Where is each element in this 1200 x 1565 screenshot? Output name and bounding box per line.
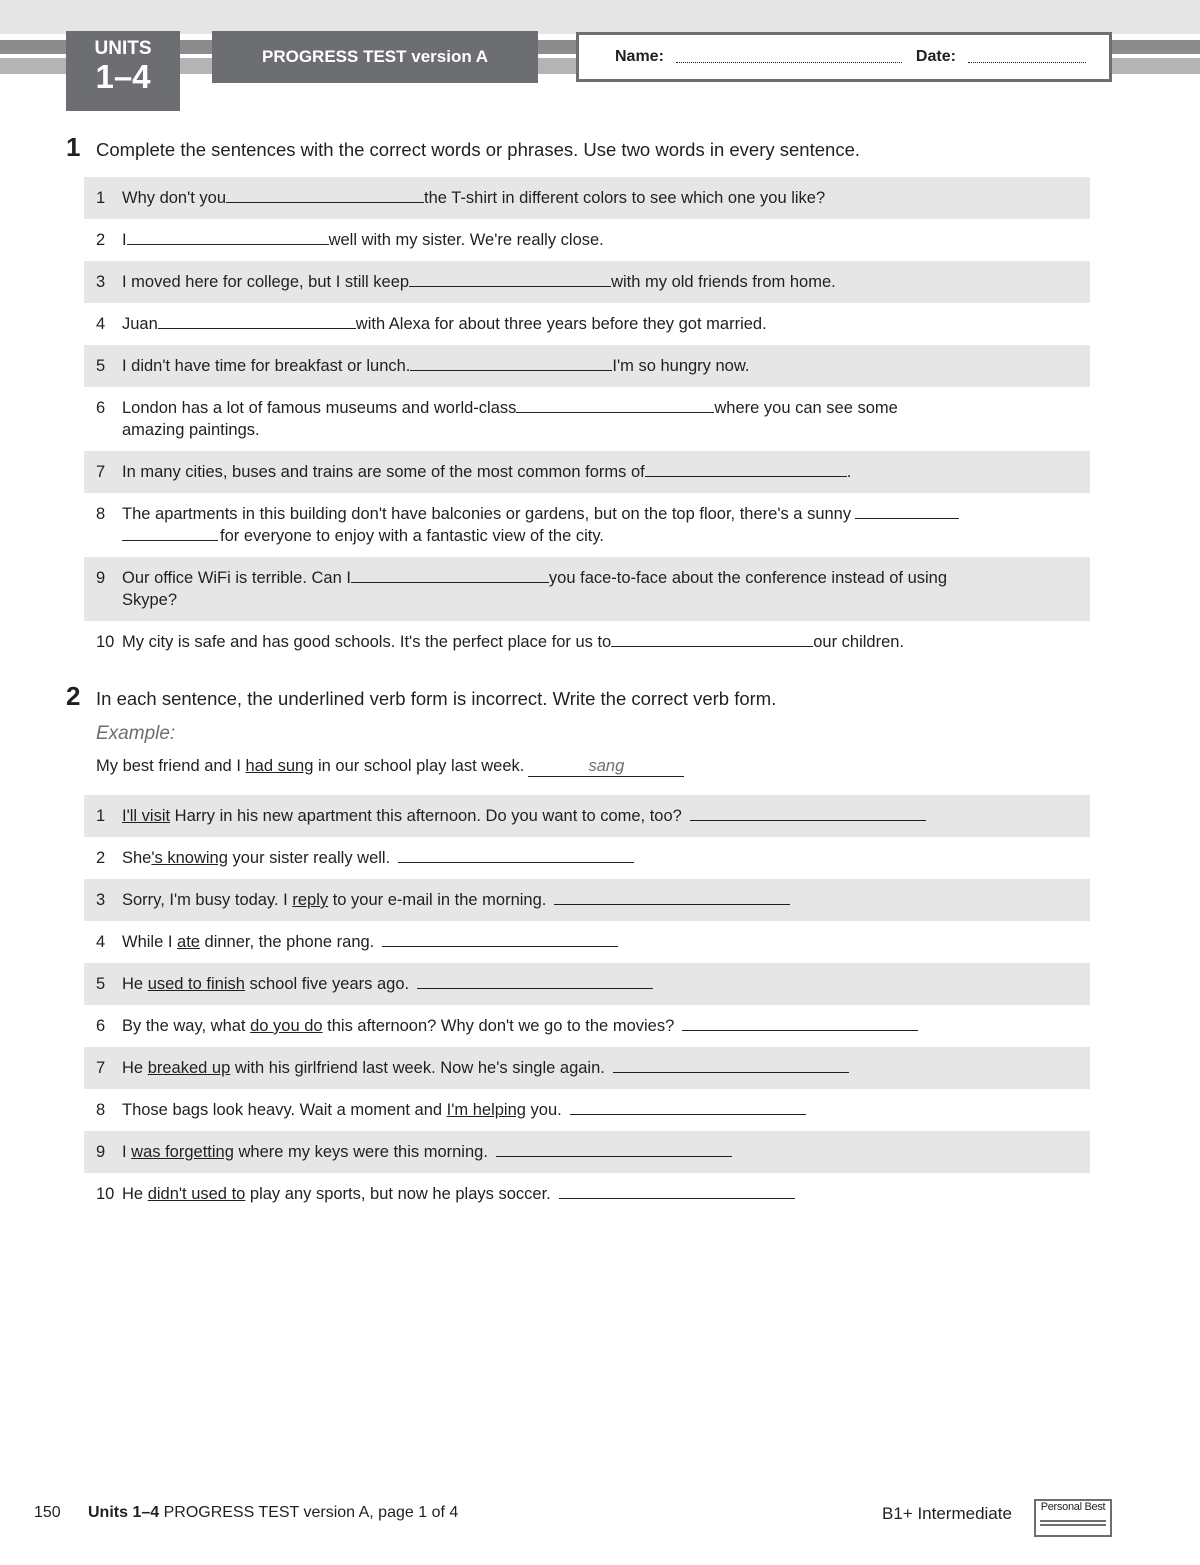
item-text-before: The apartments in this building don't have balconies or gardens, but on the top floor, there's a sunny: [122, 505, 852, 523]
answer-blank[interactable]: [158, 313, 356, 329]
answer-blank[interactable]: [409, 271, 611, 287]
item-text-before: Our office WiFi is terrible. Can I: [122, 569, 351, 587]
list-item: [84, 451, 1090, 493]
item-number: 4: [96, 933, 106, 951]
item-number: 7: [96, 463, 106, 481]
list-item: [84, 387, 1090, 451]
item-number: 3: [96, 273, 106, 291]
item-number: 2: [96, 849, 106, 867]
answer-blank[interactable]: [613, 1057, 849, 1073]
item-text-before: He: [122, 1059, 148, 1077]
underlined-verb: breaked up: [147, 1059, 231, 1077]
section-2-instruction: In each sentence, the underlined verb form is incorrect. Write the correct verb form.: [96, 688, 777, 709]
item-text-after: you.: [525, 1101, 562, 1119]
section-1-number: 1: [66, 132, 81, 162]
item-text-before: In many cities, buses and trains are some of the most common forms of: [122, 463, 645, 481]
item-number: 8: [96, 1101, 106, 1119]
item-number: 10: [96, 633, 115, 651]
answer-blank[interactable]: [559, 1183, 795, 1199]
list-item: [84, 1047, 1090, 1089]
item-text-before: By the way, what: [122, 1017, 251, 1035]
date-label: Date:: [915, 48, 956, 65]
list-item: [84, 621, 1090, 663]
item-text-after: with Alexa for about three years before they got married.: [355, 315, 767, 333]
item-text-before: Those bags look heavy. Wait a moment and: [122, 1101, 447, 1119]
item-text-after: where my keys were this morning.: [233, 1143, 488, 1161]
underlined-verb: was forgetting: [131, 1143, 234, 1161]
underlined-verb: didn't used to: [147, 1185, 246, 1203]
item-text-after: .: [846, 463, 852, 481]
page-number: 150: [34, 1504, 61, 1521]
underlined-verb: ate: [177, 933, 200, 951]
answer-blank[interactable]: [645, 461, 847, 477]
item-text-before: Why don't you: [122, 189, 227, 207]
item-text-after: the T-shirt in different colors to see which one you like?: [424, 189, 826, 207]
answer-blank[interactable]: [516, 397, 714, 413]
item-text-after: to your e-mail in the morning.: [328, 891, 547, 909]
item-number: 5: [96, 357, 106, 375]
item-text-before: While I: [122, 933, 178, 951]
item-number: 6: [96, 1017, 106, 1035]
example-before: My best friend and I: [96, 757, 246, 775]
list-item: [84, 493, 1090, 557]
list-item: [84, 795, 1090, 837]
section-1-items: [84, 177, 1090, 663]
item-number: 4: [96, 315, 106, 333]
underlined-verb: do you do: [250, 1017, 323, 1035]
item-text-before: London has a lot of famous museums and world-class: [122, 399, 517, 417]
list-item: [84, 219, 1090, 261]
section-1-instruction: Complete the sentences with the correct words or phrases. Use two words in every sentence.: [96, 139, 860, 160]
list-item: [84, 1005, 1090, 1047]
section-1-heading: [66, 132, 860, 163]
footer: [34, 1504, 458, 1522]
item-text-before: I: [122, 231, 127, 249]
item-text-after: Harry in his new apartment this afternoon. Do you want to come, too?: [170, 807, 682, 825]
item-text-after: with his girlfriend last week. Now he's single again.: [230, 1059, 605, 1077]
item-text-before: I: [122, 1143, 132, 1161]
section-2-heading: [66, 681, 776, 712]
item-number: 9: [96, 569, 106, 587]
footer-units: Units 1–4: [88, 1504, 160, 1521]
list-item: [84, 1173, 1090, 1215]
logo-text: Personal Best: [1040, 1501, 1106, 1513]
item-text-after: I'm so hungry now.: [612, 357, 750, 375]
answer-blank[interactable]: [417, 973, 653, 989]
underlined-verb: I'll visit: [122, 807, 171, 825]
name-field[interactable]: [676, 52, 902, 63]
name-label: Name:: [615, 48, 664, 65]
item-text-before: Sorry, I'm busy today. I: [122, 891, 293, 909]
answer-blank-continued[interactable]: [122, 525, 218, 541]
list-item: [84, 963, 1090, 1005]
item-text-continued-text: for everyone to enjoy with a fantastic view of the city.: [220, 527, 604, 545]
item-text-before: I moved here for college, but I still keep: [122, 273, 410, 291]
answer-blank[interactable]: [382, 931, 618, 947]
item-number: 9: [96, 1143, 106, 1161]
answer-blank[interactable]: [398, 847, 634, 863]
answer-blank[interactable]: [690, 805, 926, 821]
item-text-after: school five years ago.: [244, 975, 410, 993]
date-field[interactable]: [968, 52, 1086, 63]
answer-blank[interactable]: [127, 229, 329, 245]
answer-blank[interactable]: [226, 187, 424, 203]
example-answer: sang: [528, 757, 684, 777]
item-text-after: play any sports, but now he plays soccer.: [245, 1185, 551, 1203]
item-number: 8: [96, 505, 106, 523]
units-label: UNITS: [94, 38, 152, 59]
example-label: Example:: [96, 723, 176, 744]
top-strip: [0, 0, 1200, 34]
answer-blank[interactable]: [496, 1141, 732, 1157]
footer-title: PROGRESS TEST version A, page 1 of 4: [159, 1504, 459, 1521]
item-number: 1: [96, 189, 106, 207]
underlined-verb: 's knowing: [151, 849, 228, 867]
list-item: [84, 879, 1090, 921]
item-text-after: with my old friends from home.: [611, 273, 836, 291]
item-text-after: well with my sister. We're really close.: [328, 231, 604, 249]
item-text-before: I didn't have time for breakfast or lunch.: [122, 357, 411, 375]
section-2-number: 2: [66, 681, 81, 711]
item-number: 7: [96, 1059, 106, 1077]
answer-blank[interactable]: [855, 503, 959, 519]
item-text-before: My city is safe and has good schools. It's the perfect place for us to: [122, 633, 612, 651]
example-sentence: [96, 757, 684, 777]
underlined-verb: reply: [292, 891, 329, 909]
list-item: [84, 557, 1090, 621]
list-item: [84, 1131, 1090, 1173]
logo-stripes: [1040, 1520, 1106, 1530]
item-text-after: where you can see some: [714, 399, 898, 417]
answer-blank[interactable]: [570, 1099, 806, 1115]
underlined-verb: I'm helping: [446, 1101, 526, 1119]
test-title-text: PROGRESS TEST version A: [262, 47, 489, 66]
list-item: [84, 177, 1090, 219]
item-text-before: He: [122, 1185, 148, 1203]
item-text-continued: Skype?: [122, 591, 178, 609]
list-item: [84, 837, 1090, 879]
item-text-after: this afternoon? Why don't we go to the movies?: [322, 1017, 675, 1035]
answer-blank[interactable]: [682, 1015, 918, 1031]
item-text-after: you face-to-face about the conference instead of using: [548, 569, 948, 587]
list-item: [84, 345, 1090, 387]
item-text-after: your sister really well.: [227, 849, 391, 867]
list-item: [84, 261, 1090, 303]
list-item: [84, 921, 1090, 963]
answer-blank[interactable]: [351, 567, 549, 583]
item-text-continued: [96, 525, 1078, 547]
example-underlined: had sung: [245, 757, 314, 775]
item-number: 2: [96, 231, 106, 249]
item-number: 3: [96, 891, 106, 909]
item-text-before: He: [122, 975, 148, 993]
item-number: 6: [96, 399, 106, 417]
answer-blank[interactable]: [611, 631, 813, 647]
item-text-before: Juan: [122, 315, 158, 333]
test-title: [212, 31, 538, 83]
item-text-continued: amazing paintings.: [122, 421, 260, 439]
item-text-after: our children.: [813, 633, 905, 651]
item-number: 5: [96, 975, 106, 993]
item-number: 1: [96, 807, 106, 825]
underlined-verb: used to finish: [147, 975, 245, 993]
example-after: in our school play last week.: [313, 757, 525, 775]
units-badge: [66, 31, 180, 111]
item-text-after: dinner, the phone rang.: [199, 933, 375, 951]
list-item: [84, 1089, 1090, 1131]
list-item: [84, 303, 1090, 345]
personal-best-logo: [1034, 1499, 1112, 1537]
level-label: B1+ Intermediate: [882, 1504, 1012, 1523]
name-date-box: [576, 32, 1112, 82]
answer-blank[interactable]: [410, 355, 612, 371]
section-2-items: [84, 795, 1090, 1215]
units-range: 1–4: [95, 58, 151, 95]
item-text-before: She: [122, 849, 152, 867]
item-number: 10: [96, 1185, 115, 1203]
answer-blank[interactable]: [554, 889, 790, 905]
